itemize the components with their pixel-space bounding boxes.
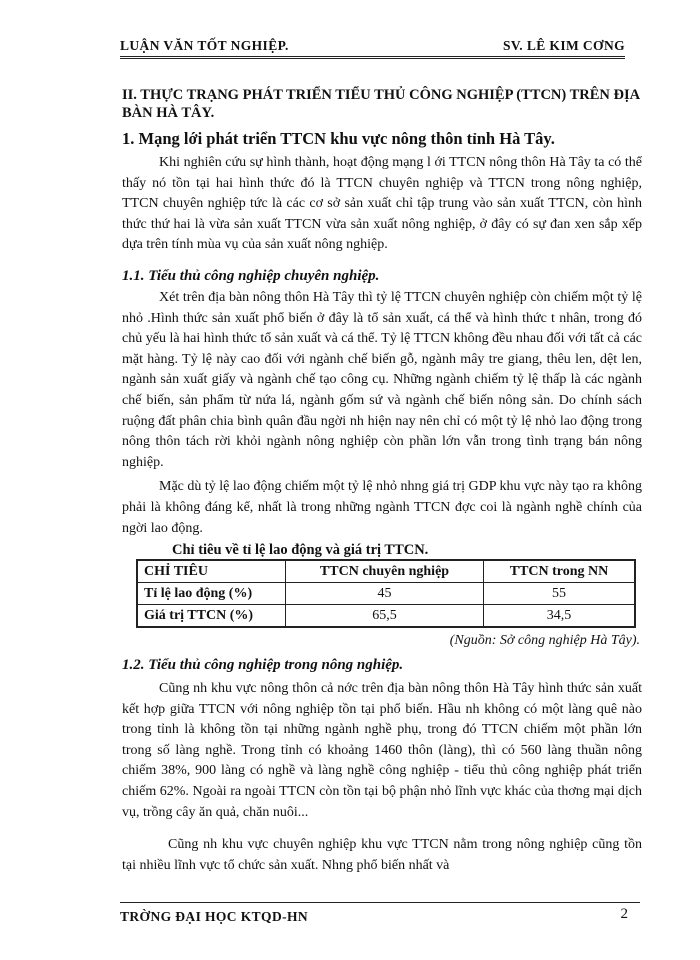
table-header-row: [137, 560, 635, 583]
table-cell: 45: [286, 583, 484, 605]
header-author: SV. LÊ KIM CƠNG: [502, 38, 625, 53]
footer-university: TRỜNG ĐẠI HỌC KTQD-HN: [120, 909, 309, 924]
table-source: (Nguồn: Sở công nghiệp Hà Tây).: [449, 633, 640, 649]
paragraph-1: Khi nghiên cứu sự hình thành, hoạt động mạng l ới TTCN nông thôn Hà Tây ta có thể thấy nó tồn tại hai hình thức đó là TTCN chuyên nghiệp và TTCN trong nông nghiệp, TTCN chuyên nghiệp tức là các cơ sở sản xuất chỉ tập trung vào sản xuất TTCN, còn hình thức thứ hai là vừa sản xuất TTCN vừa sản xuất nông nghiệp, ở đây có sự đan xen sắp xếp dựa trên tính mùa vụ của sản xuất nông nghiệp.: [122, 155, 642, 253]
paragraph-2: Xét trên địa bàn nông thôn Hà Tây thì tỷ lệ TTCN chuyên nghiệp còn chiếm một tỷ lệ nhỏ .Hình thức sản xuất phổ biến ở đây là tổ sản xuất, cá thể và hình thức t nhân, trong đó chủ yếu là hai hình thức tổ sản xuất và cá thể. Tỷ lệ TTCN không đều nhau đối với tất cả các mặt hàng. Tỷ lệ này cao đối với ngành chế biến gỗ, ngành mây tre giang, thêu len, dệt len, ngành sản xuất giấy và ngành chế tạo công cụ. Những ngành chiếm tỷ lệ thấp là các ngành chế biến, sản phẩm từ nứa lá, ngành gốm sứ và ngành chế biến nông sản. Do chính sách ruộng đất phân chia bình quân đầu ngời nh hiện nay nên chỉ có một tỷ lệ nhỏ lao động trong nông thôn tách rời khỏi ngành nông nghiệp còn phần lớn vẫn trong tình trạng bán nông nghiệp.: [122, 289, 642, 470]
table-header-cell: TTCN trong NN: [484, 560, 636, 583]
table-cell: 55: [484, 583, 636, 605]
heading-1-2: 1.2. Tiểu thủ công nghiệp trong nông nghiệp.: [122, 657, 404, 674]
page-footer: [120, 902, 640, 927]
header-thesis-label: LUẬN VĂN TỐT NGHIỆP.: [120, 38, 289, 53]
table-header-cell: TTCN chuyên nghiệp: [286, 560, 484, 583]
page-header: [120, 30, 625, 59]
section-title: II. THỰC TRẠNG PHÁT TRIỂN TIỂU THỦ CÔNG NGHIỆP (TTCN) TRÊN ĐỊA BÀN HÀ TÂY.: [122, 87, 640, 121]
heading-1-1: 1.1. Tiểu thủ công nghiệp chuyên nghiệp.: [122, 267, 380, 284]
subsection-1-title: 1. Mạng lới phát triển TTCN khu vực nông thôn tỉnh Hà Tây.: [122, 129, 555, 148]
paragraph-4: Cũng nh khu vực nông thôn cả nớc trên địa bàn nông thôn Hà Tây hình thức sản xuất kết hợp giữa TTCN với nông nghiệp tồn tại phổ biến. Hầu nh không có một làng quê nào trong tỉnh là không tồn tại những ngành nghề phụ, trong đó TTCN chiếm một phần lớn trong số làng nghề. Trong tỉnh có khoảng 1460 thôn (làng), thì có 560 làng thuần nông chiếm 38%, 900 làng có nghề và làng nghề công nghiệp - tiểu thủ công nghiệp phát triển chiếm 62%. Ngoài ra ngoài TTCN còn tồn tại bộ phận nhỏ lĩnh vực khác của thơng mại dịch vụ, trồng cây ăn quả, chăn nuôi...: [122, 681, 642, 820]
page-body: [122, 86, 642, 876]
table-cell: 34,5: [484, 605, 636, 628]
table-row: [137, 605, 635, 628]
table-cell: Giá trị TTCN (%): [137, 605, 286, 628]
table-row: [137, 583, 635, 605]
table-header-cell: CHỈ TIÊU: [137, 560, 286, 583]
data-table: [136, 559, 636, 628]
page-number: 2: [620, 906, 628, 922]
paragraph-3: Mặc dù tỷ lệ lao động chiếm một tỷ lệ nhỏ nhng giá trị GDP khu vực này tạo ra không phải là không đáng kể, nhất là trong những ngành TTCN đợc coi là ngành nghề chính của ngời lao động.: [122, 479, 642, 536]
table-cell: 65,5: [286, 605, 484, 628]
paragraph-5: Cũng nh khu vực chuyên nghiệp khu vực TTCN nằm trong nông nghiệp cũng tồn tại nhiều lĩnh vực tổ chức sản xuất. Nhng phổ biến nhất và: [122, 837, 642, 873]
table-title: Chỉ tiêu về tỉ lệ lao động và giá trị TTCN.: [172, 542, 429, 559]
table-cell: Tỉ lệ lao động (%): [137, 583, 286, 605]
